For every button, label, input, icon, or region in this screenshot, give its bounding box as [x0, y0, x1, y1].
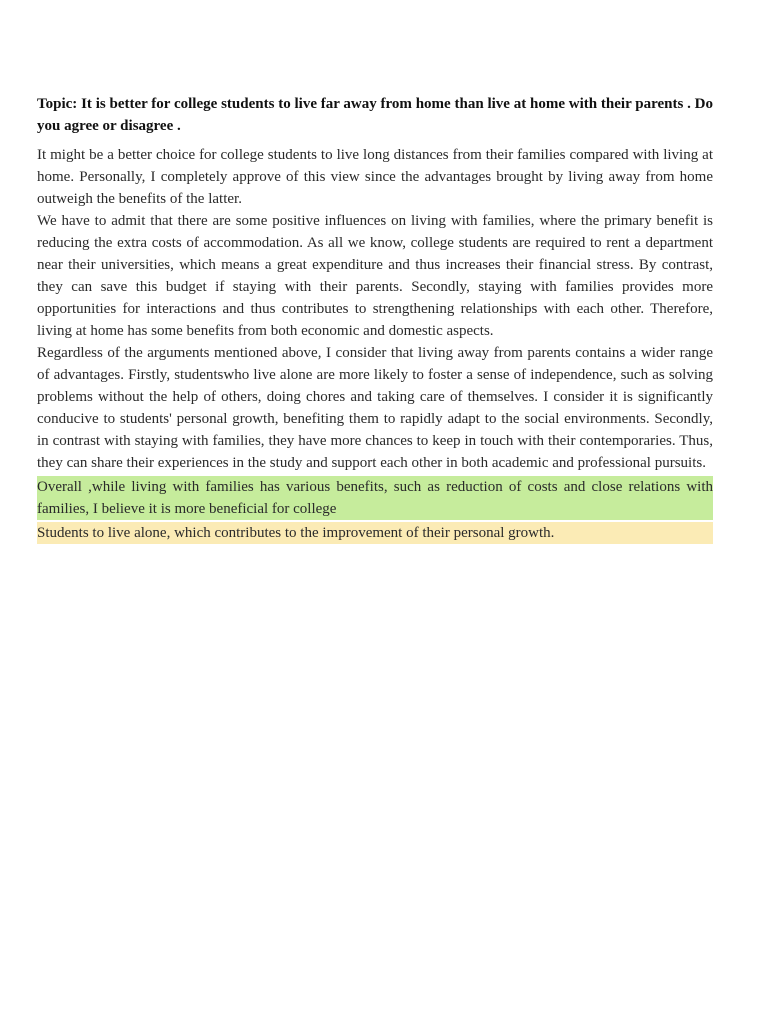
essay-paragraph-intro: It might be a better choice for college students to live long distances from their families compared with living at home. Personally, I completely approve of this view since the advantages brought by living away from home outweigh the benefits of the latter.	[37, 147, 713, 207]
essay-conclusion-highlighted-green: Overall ,while living with families has various benefits, such as reduction of costs and close relations with families, I believe it is more beneficial for college	[37, 476, 713, 520]
essay-topic: Topic: It is better for college students to live far away from home than live at home with their parents . Do you agree or disagree .	[37, 96, 713, 134]
essay-paragraph-body-1: We have to admit that there are some positive influences on living with families, where the primary benefit is reducing the extra costs of accommodation. As all we know, college students are required to rent a department near their universities, which means a great expenditure and thus increases their financial stress. By contrast, they can save this budget if staying with their parents. Secondly, staying with families provides more opportunities for interactions and thus contributes to strengthening relationships with each other. Therefore, living at home has some benefits from both economic and domestic aspects.	[37, 213, 713, 339]
essay-conclusion-highlighted-yellow: Students to live alone, which contributes to the improvement of their personal growth.	[37, 522, 713, 544]
essay-document	[37, 93, 713, 544]
essay-paragraph-body-2: Regardless of the arguments mentioned above, I consider that living away from parents contains a wider range of advantages. Firstly, studentswho live alone are more likely to foster a sense of independence, such as solving problems without the help of others, doing chores and taking care of themselves. I consider it is significantly conducive to students' personal growth, benefiting them to rapidly adapt to the social environments. Secondly, in contrast with staying with families, they have more chances to keep in touch with their contemporaries. Thus, they can share their experiences in the study and support each other in both academic and professional pursuits.	[37, 345, 713, 471]
